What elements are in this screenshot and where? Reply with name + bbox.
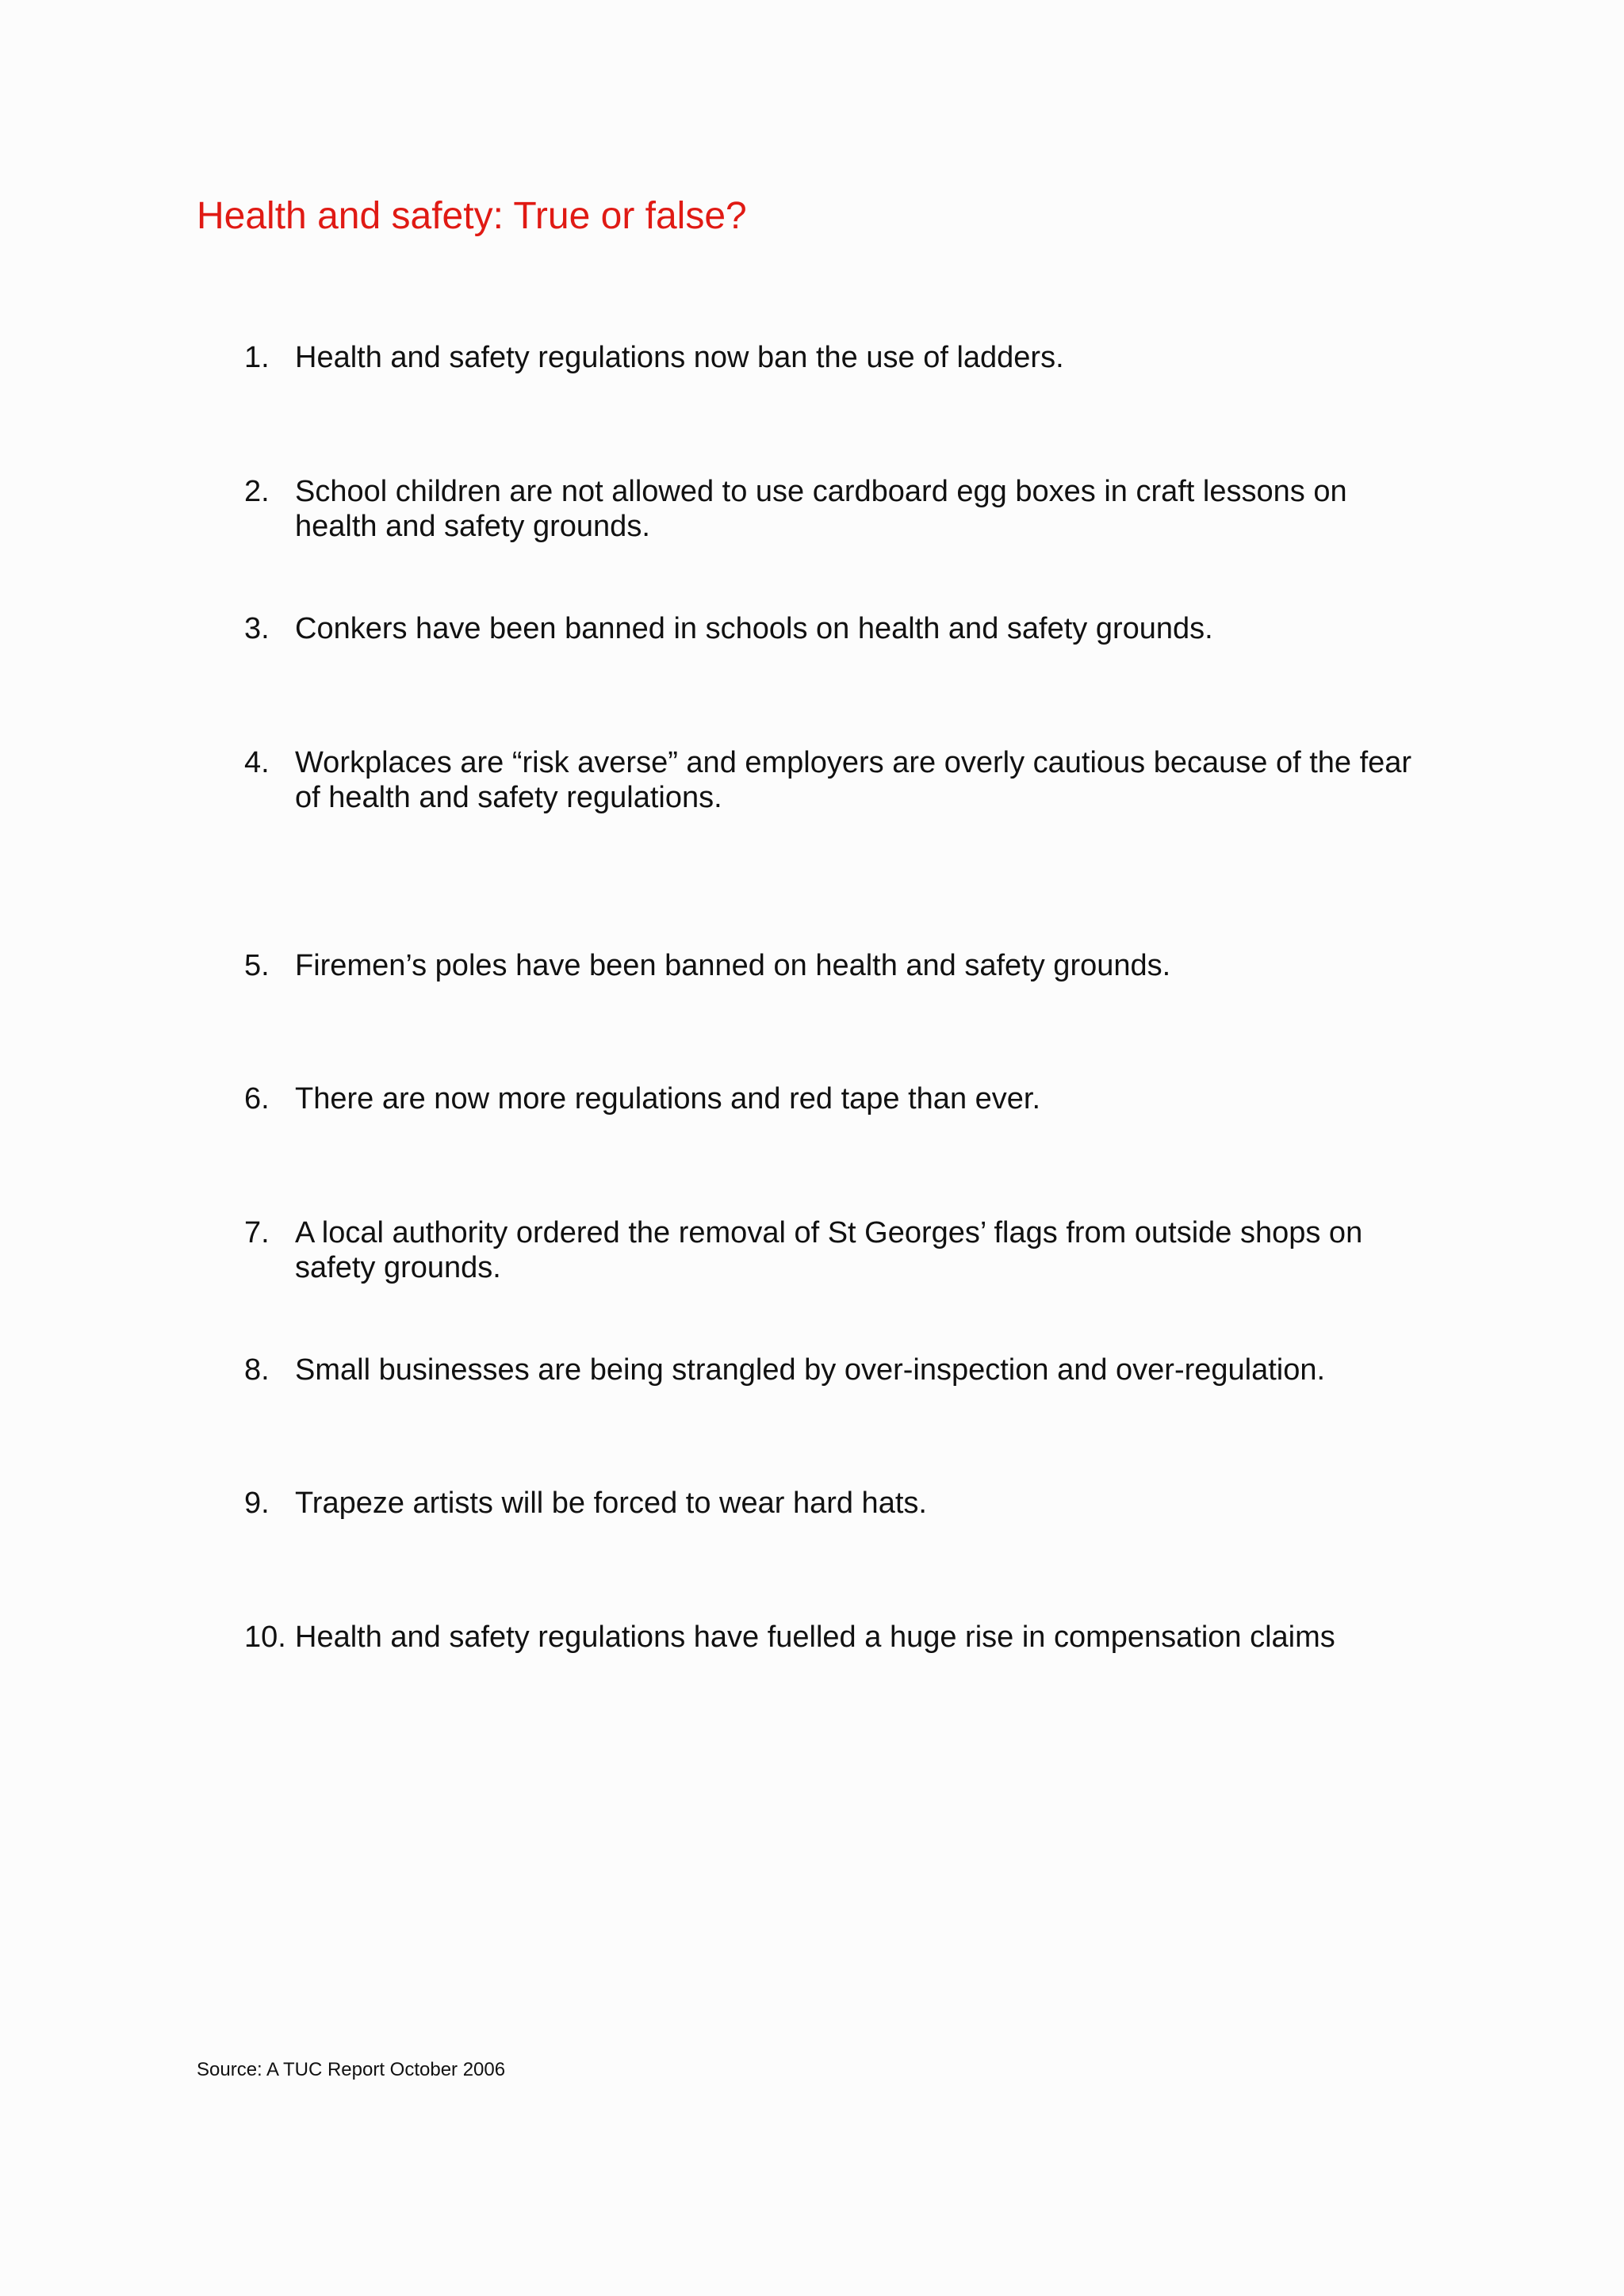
list-item	[244, 474, 1402, 544]
item-text: Workplaces are “risk averse” and employers are overly cautious because of the fear of health and safety regulations.	[295, 746, 1412, 814]
item-number: 8.	[244, 1353, 270, 1387]
item-text: There are now more regulations and red tape than ever.	[295, 1082, 1041, 1115]
item-number: 4.	[244, 746, 270, 779]
item-number: 1.	[244, 341, 270, 374]
item-text: Small businesses are being strangled by over-inspection and over-regulation.	[295, 1353, 1326, 1387]
list-item	[244, 1353, 1434, 1387]
item-number: 3.	[244, 612, 270, 645]
list-item	[244, 1620, 1434, 1655]
item-number: 2.	[244, 475, 270, 508]
list-item	[244, 340, 1434, 375]
list-item	[244, 948, 1434, 983]
item-text: Health and safety regulations now ban the use of ladders.	[295, 341, 1064, 374]
item-text: Health and safety regulations have fuelled a huge rise in compensation claims	[295, 1621, 1335, 1654]
item-number: 10.	[244, 1621, 286, 1654]
list-item	[244, 745, 1434, 815]
item-text: Trapeze artists will be forced to wear hard hats.	[295, 1487, 927, 1520]
item-number: 7.	[244, 1216, 270, 1249]
list-item	[244, 1081, 1434, 1116]
item-number: 6.	[244, 1082, 270, 1115]
list-item	[244, 1486, 1434, 1521]
item-text: School children are not allowed to use cardboard egg boxes in craft lessons on health and safety grounds.	[295, 475, 1347, 543]
item-text: Conkers have been banned in schools on health and safety grounds.	[295, 612, 1213, 645]
item-number: 5.	[244, 949, 270, 982]
list-item	[244, 1215, 1410, 1285]
page-title: Health and safety: True or false?	[197, 195, 747, 237]
source-note: Source: A TUC Report October 2006	[197, 2059, 506, 2080]
item-number: 9.	[244, 1487, 270, 1520]
item-text: Firemen’s poles have been banned on health and safety grounds.	[295, 949, 1171, 982]
list-item	[244, 611, 1434, 646]
item-text: A local authority ordered the removal of St Georges’ flags from outside shops on safety grounds.	[295, 1216, 1363, 1284]
